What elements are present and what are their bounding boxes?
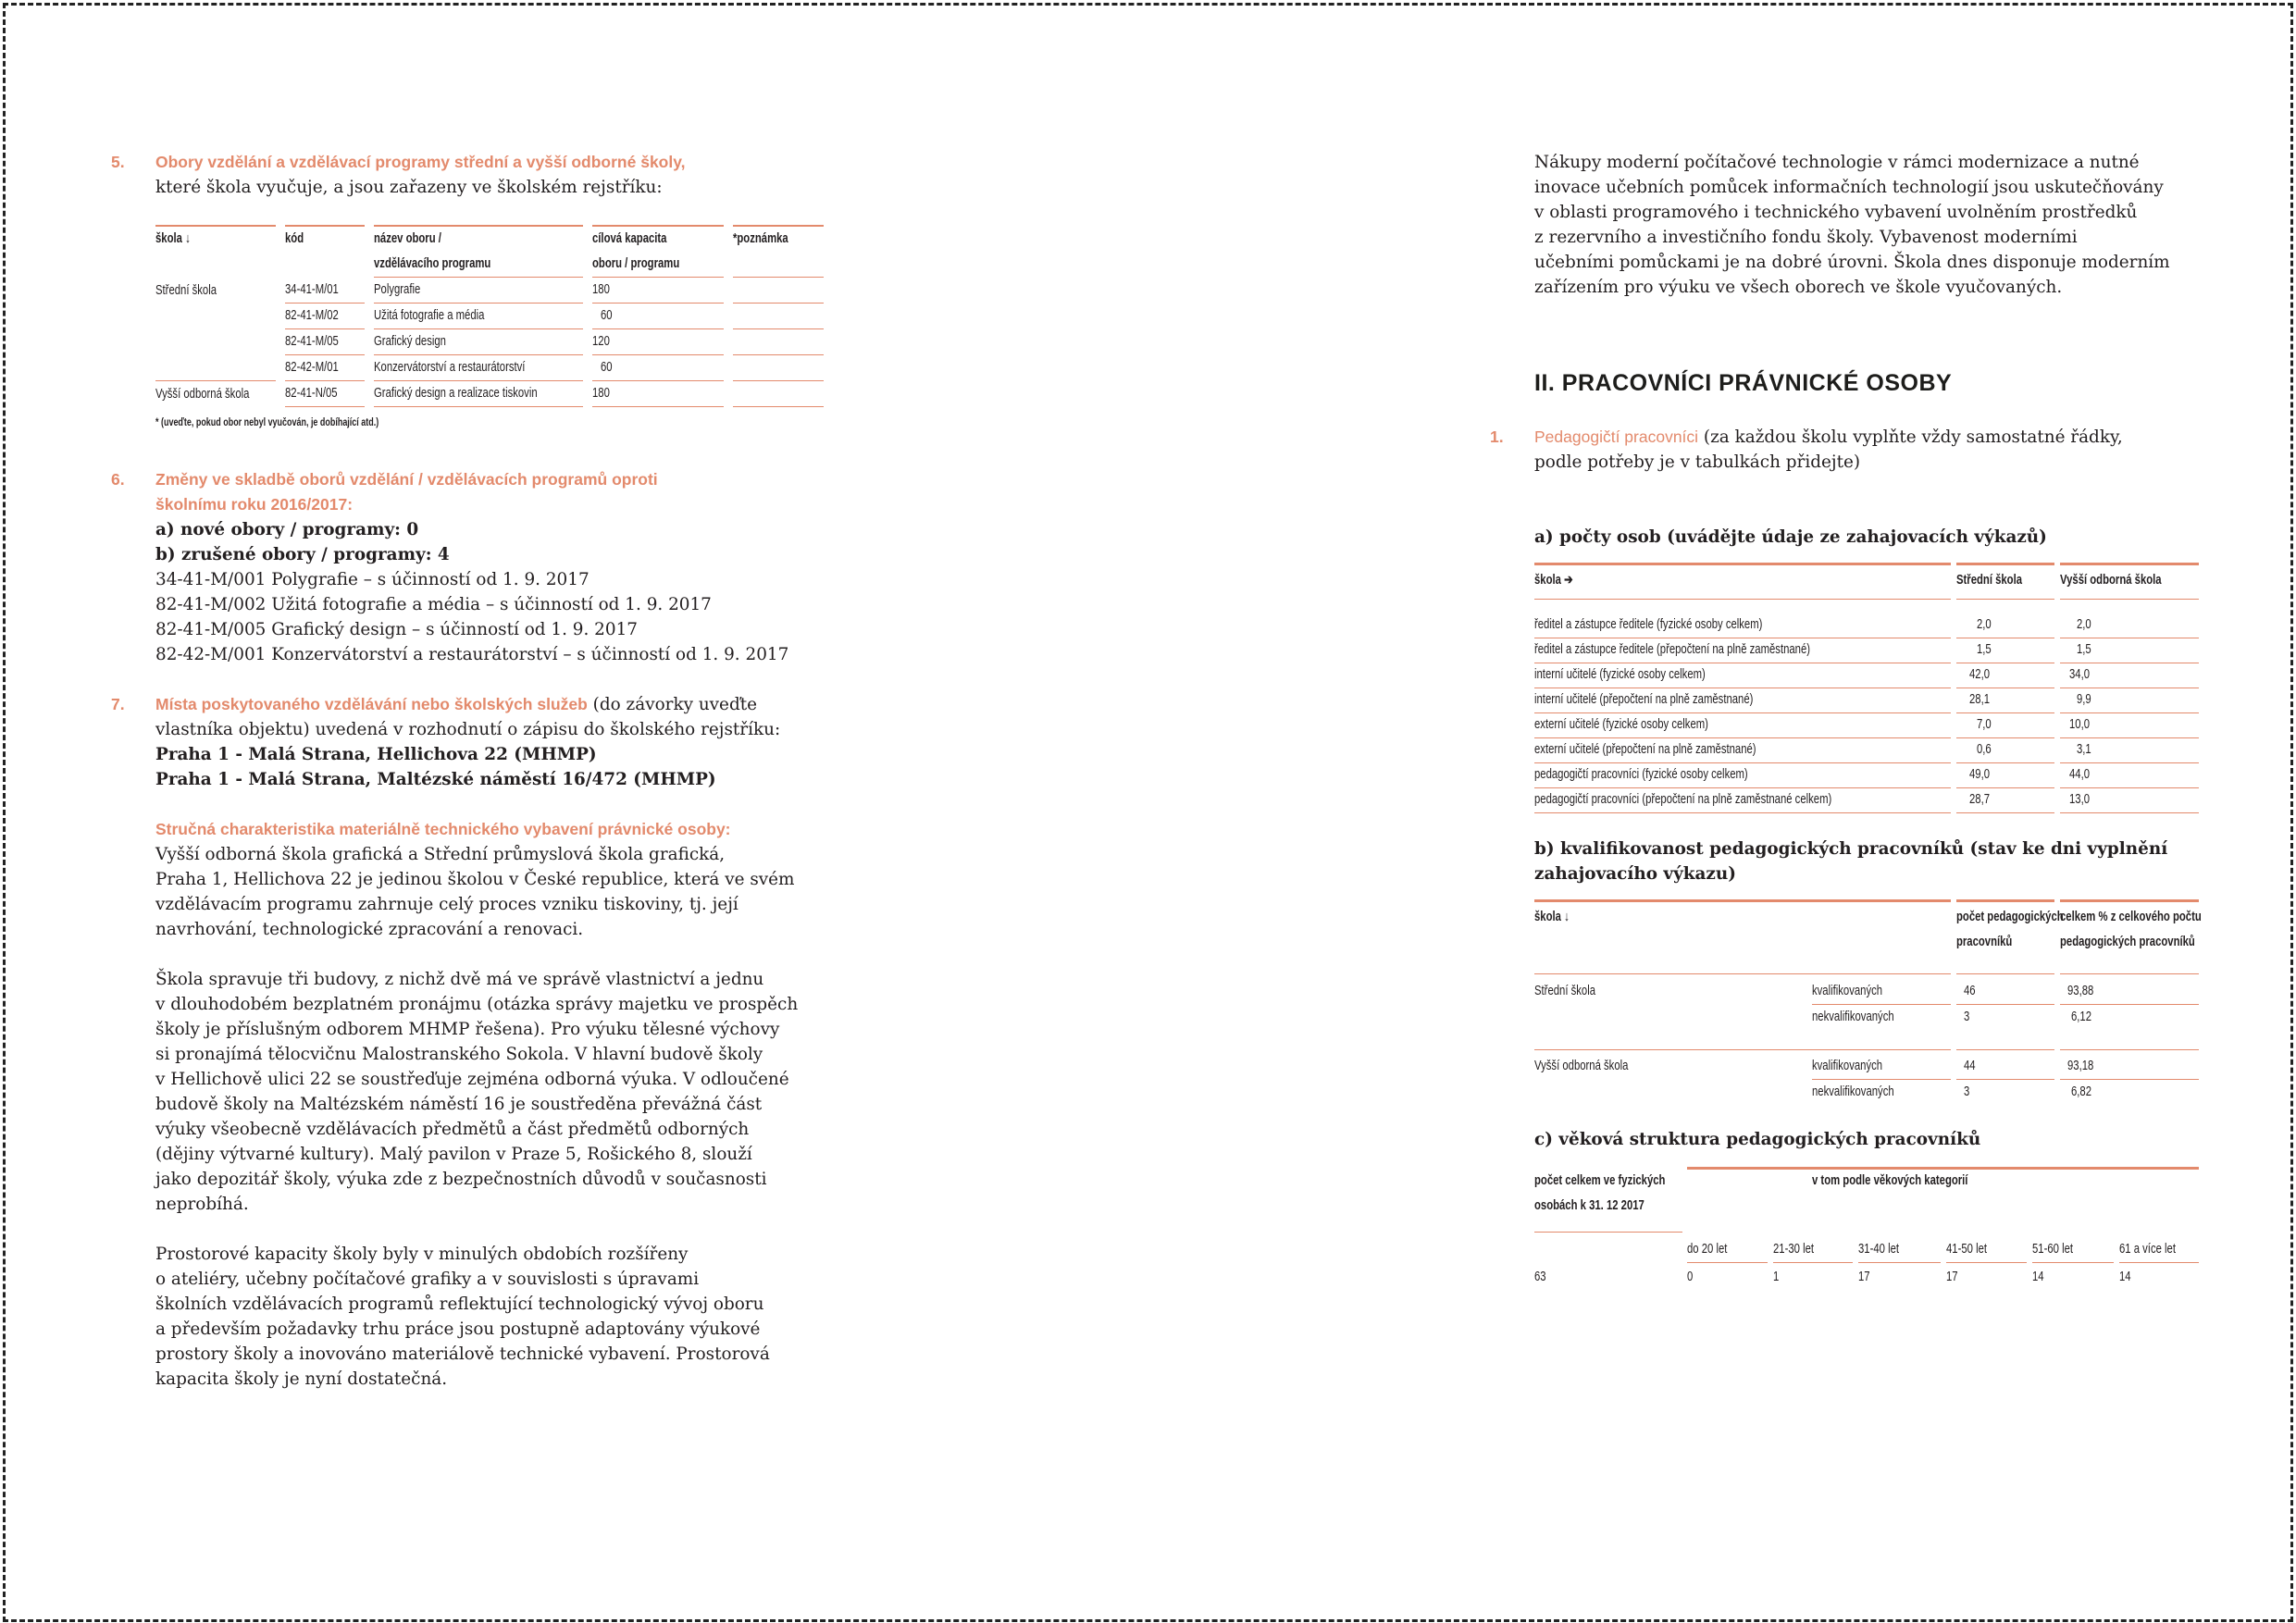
table-row: externí učitelé (přepočtení na plně zaměstnané) 0,6 3,1 xyxy=(1534,737,2199,762)
table-header: škola ↓ xyxy=(155,231,191,246)
table-header: celkem % z celkového počtu xyxy=(2060,910,2202,924)
table-header: počet celkem ve fyzických xyxy=(1534,1173,1666,1188)
total-count: 63 xyxy=(1534,1270,1546,1284)
right-column xyxy=(1490,150,2202,1296)
table-header: kód xyxy=(285,231,304,246)
section-title: Místa poskytovaného vzdělávání nebo školských služeb xyxy=(155,695,588,713)
paragraph: Prostorové kapacity školy byly v minulých obdobích rozšířeny o ateliéry, učebny počítačové grafiky a v souvislosti s úpravami školních vzdělávacích programů reflektující technologický vývoj oboru a především požadavky trhu práce jsou postupně adaptovány výukové prostory školy a inovováno materiálově technické vybavení. Prostorová kapacita školy je nyní dostatečná. xyxy=(155,1245,770,1389)
age-structure-table xyxy=(1534,1167,2199,1296)
table-header: pracovníků xyxy=(1956,935,2013,949)
section-title: školnímu roku 2016/2017: xyxy=(155,495,354,514)
table-row: 82-41-M/02 Užitá fotografie a média 60 xyxy=(155,304,824,329)
table-row: interní učitelé (přepočtení na plně zaměstnané) 28,1 9,9 xyxy=(1534,688,2199,712)
section-1: 1. Pedagogičtí pracovníci (za každou školu vyplňte vždy samostatné řádky, podle potřeby je v tabulkách přidejte) xyxy=(1490,425,2193,475)
table-row: ředitel a zástupce ředitele (přepočtení na plně zaměstnané) 1,5 1,5 xyxy=(1534,638,2199,663)
new-programs: a) nové obory / programy: 0 xyxy=(155,520,419,539)
table-row: pedagogičtí pracovníci (fyzické osoby celkem) 49,0 44,0 xyxy=(1534,762,2199,787)
list-item: 82-41-M/002 Užitá fotografie a média – s účinností od 1. 9. 2017 xyxy=(155,595,712,614)
table-header: *poznámka xyxy=(732,231,788,246)
table-c-title: c) věková struktura pedagogických pracovníků xyxy=(1534,1130,1981,1149)
address: Praha 1 - Malá Strana, Hellichova 22 (MHMP) xyxy=(155,745,597,764)
table-row: Vyšší odborná škola 82-41-N/05 Grafický design a realizace tiskovin 180 xyxy=(155,381,824,407)
section-number: 7. xyxy=(111,695,125,713)
section-7 xyxy=(111,692,833,1392)
table-row: ředitel a zástupce ředitele (fyzické osoby celkem) 2,0 2,0 xyxy=(1534,613,2199,638)
intro-paragraph: Nákupy moderní počítačové technologie v rámci modernizace a nutné inovace učebních pomůcek informačních technologií jsou uskutečňovány v oblasti programového i technického vybavení uvolněním prostředků z rezervního a investičního fondu školy. Vybavenost moderními učebními pomůckami je na dobré úrovni. Škola dnes disponuje moderním zařízením pro výuku ve všech oborech ve škole vyučovaných. xyxy=(1534,153,2170,297)
age-value: 17 xyxy=(1946,1270,1958,1284)
age-category: do 20 let xyxy=(1687,1237,1768,1263)
table-header: v tom podle věkových kategorií xyxy=(1812,1173,1968,1188)
age-category: 21-30 let xyxy=(1773,1237,1853,1263)
age-value: 14 xyxy=(2032,1270,2044,1284)
section-title-rest: vlastníka objektu) uvedená v rozhodnutí o zápisu do školského rejstříku: xyxy=(155,720,781,739)
age-value: 17 xyxy=(1858,1270,1870,1284)
section-title: Obory vzdělání a vzdělávací programy střední a vyšší odborné školy, xyxy=(155,153,686,171)
table-b-title: zahajovacího výkazu) xyxy=(1534,864,1736,884)
chapter-heading: II. PRACOVNÍCI PRÁVNICKÉ OSOBY xyxy=(1534,370,1953,396)
table-row: externí učitelé (fyzické osoby celkem) 7,0 10,0 xyxy=(1534,712,2199,737)
table-header: Vyšší odborná škola xyxy=(2060,573,2162,588)
age-category: 31-40 let xyxy=(1858,1237,1941,1263)
table-row: 82-42-M/01 Konzervátorství a restaurátorství 60 xyxy=(155,355,824,381)
age-value: 1 xyxy=(1773,1270,1780,1284)
programs-table xyxy=(146,225,833,407)
table-header: škola ↓ xyxy=(1534,910,1570,924)
section-title: Pedagogičtí pracovníci xyxy=(1534,427,1699,446)
section-title: Změny ve skladbě oborů vzdělání / vzdělávacích programů oproti xyxy=(155,470,658,489)
table-header: vzdělávacího programu xyxy=(373,256,491,271)
section-number: 6. xyxy=(111,470,125,489)
table-header: počet pedagogických xyxy=(1956,910,2064,924)
age-value: 14 xyxy=(2119,1270,2131,1284)
age-value: 0 xyxy=(1687,1270,1694,1284)
table-row: interní učitelé (fyzické osoby celkem) 42,0 34,0 xyxy=(1534,663,2199,688)
staff-count-table xyxy=(1534,563,2199,812)
table-b-title: b) kvalifikovanost pedagogických pracovníků (stav ke dni vyplnění xyxy=(1534,839,2168,859)
table-header: cílová kapacita xyxy=(592,231,667,246)
section-6 xyxy=(111,467,833,667)
paragraph: Vyšší odborná škola grafická a Střední průmyslová škola grafická, Praha 1, Hellichova 22 je jedinou školou v České republice, která ve svém vzdělávacím programu zahrnuje celý proces vzniku tiskoviny, tj. její navrhování, technologické zpracování a renovaci. xyxy=(155,845,795,939)
cancelled-programs: b) zrušené obory / programy: 4 xyxy=(155,545,450,564)
table-row: Střední škola 34-41-M/01 Polygrafie 180 xyxy=(155,278,824,304)
list-item: 82-42-M/001 Konzervátorství a restaurátorství – s účinností od 1. 9. 2017 xyxy=(155,645,789,664)
section-number: 5. xyxy=(111,153,125,171)
age-category: 41-50 let xyxy=(1946,1237,2027,1263)
table-row: pedagogičtí pracovníci (přepočtení na plně zaměstnané celkem) 28,7 13,0 xyxy=(1534,787,2199,812)
section-5 xyxy=(111,150,833,436)
table-note: * (uveďte, pokud obor nebyl vyučován, je dobíhající atd.) xyxy=(155,417,379,428)
section-title-rest: (do závorky uveďte xyxy=(587,695,757,714)
age-category: 51-60 let xyxy=(2032,1237,2114,1263)
age-category: 61 a více let xyxy=(2119,1237,2199,1263)
left-column xyxy=(111,150,833,1392)
section-number: 1. xyxy=(1490,427,1504,446)
address: Praha 1 - Malá Strana, Maltézské náměstí 16/472 (MHMP) xyxy=(155,770,716,789)
table-header: škola ➔ xyxy=(1534,573,1573,588)
list-item: 34-41-M/001 Polygrafie – s účinností od 1. 9. 2017 xyxy=(155,570,590,589)
table-a-title: a) počty osob (uvádějte údaje ze zahajovacích výkazů) xyxy=(1534,527,2047,547)
table-header: pedagogických pracovníků xyxy=(2060,935,2195,949)
table-header: název oboru / xyxy=(373,231,441,246)
section-subtitle: které škola vyučuje, a jsou zařazeny ve školském rejstříku: xyxy=(155,178,663,197)
table-header: oboru / programu xyxy=(592,256,680,271)
paragraph: Škola spravuje tři budovy, z nichž dvě má ve správě vlastnictví a jednu v dlouhodobém bezplatném pronájmu (otázka správy majetku ve prospěch školy je příslušným odborem MHMP řešena). Pro výuku tělesné výchovy si pronajímá tělocvičnu Malostranského Sokola. V hlavní budově školy v Hellichově ulici 22 se soustřeďuje zejména odborná výuka. V odloučené budově školy na Maltézském náměstí 16 je soustředěna převážná část výuky všeobecně vzdělávacích předmětů a část předmětů odborných (dějiny výtvarné kultury). Malý pavilon v Praze 5, Rošického 8, slouží jako depozitář školy, výuka zde z bezpečnostních důvodů v současnosti neprobíhá. xyxy=(155,970,799,1214)
table-header: Střední škola xyxy=(1956,573,2023,588)
list-item: 82-41-M/005 Grafický design – s účinností od 1. 9. 2017 xyxy=(155,620,638,639)
qualification-table: škola ↓ počet pedagogických celkem % z celkového počtu pracovníků pedagogických pracovníků Střední škola kvalifikovaných 46 93,88 nekvalifikovaných 3 6,12 Vyšší odborná škola kvalifikovaných 44 93,18 nekvalifikovaných 3 6,82 xyxy=(1534,899,2199,1121)
table-header: osobách k 31. 12 2017 xyxy=(1534,1198,1644,1213)
table-row: 82-41-M/05 Grafický design 120 xyxy=(155,329,824,355)
characteristics-heading: Stručná charakteristika materiálně technického vybavení právnické osoby: xyxy=(155,820,731,838)
